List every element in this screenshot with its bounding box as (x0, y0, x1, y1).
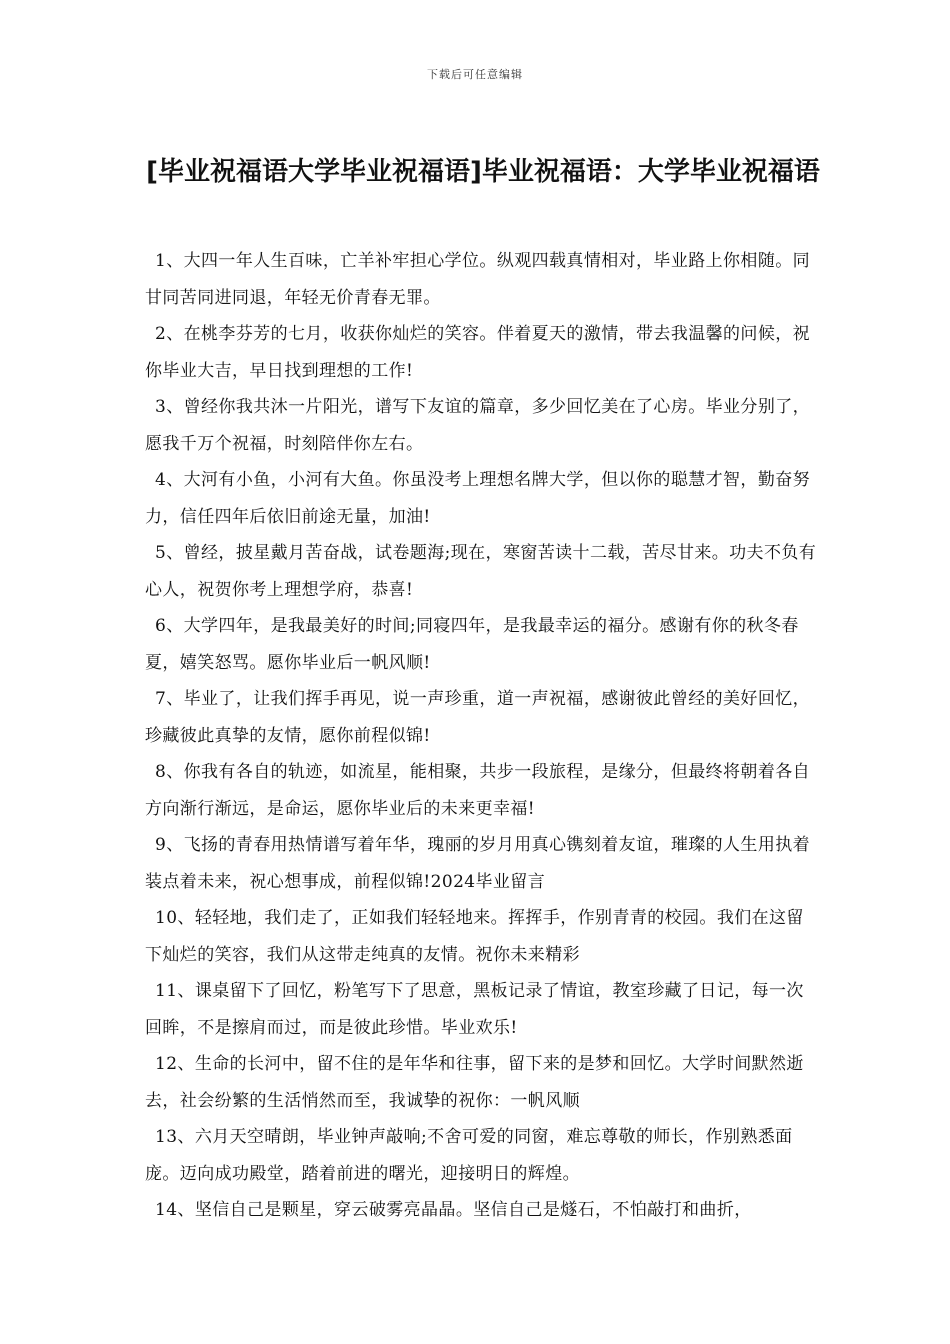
paragraph: 2、在桃李芬芳的七月，收获你灿烂的笑容。伴着夏天的激情，带去我温馨的问候，祝你毕业大吉，早日找到理想的工作! (145, 324, 811, 381)
paragraph: 14、坚信自己是颗星，穿云破雾亮晶晶。坚信自己是燧石，不怕敲打和曲折， (155, 1200, 752, 1220)
paragraph: 11、课桌留下了回忆，粉笔写下了思意，黑板记录了情谊，教室珍藏了日记，每一次回眸，不是擦肩而过，而是彼此珍惜。毕业欢乐! (145, 981, 804, 1038)
paragraph: 4、大河有小鱼，小河有大鱼。你虽没考上理想名牌大学，但以你的聪慧才智，勤奋努力，信任四年后依旧前途无量，加油! (145, 470, 811, 527)
paragraph: 6、大学四年，是我最美好的时间;同寝四年，是我最幸运的福分。感谢有你的秋冬春夏，嬉笑怒骂。愿你毕业后一帆风顺! (145, 616, 799, 673)
paragraph: 10、轻轻地，我们走了，正如我们轻轻地来。挥挥手，作别青青的校园。我们在这留下灿烂的笑容，我们从这带走纯真的友情。祝你未来精彩 (145, 908, 804, 965)
document-title: [毕业祝福语大学毕业祝福语]毕业祝福语：大学毕业祝福语 (146, 157, 820, 187)
paragraph: 7、毕业了，让我们挥手再见，说一声珍重，道一声祝福，感谢彼此曾经的美好回忆，珍藏彼此真挚的友情，愿你前程似锦! (145, 689, 811, 746)
document-body (145, 243, 817, 1229)
paragraph: 8、你我有各自的轨迹，如流星，能相聚，共步一段旅程，是缘分，但最终将朝着各自方向渐行渐远，是命运，愿你毕业后的未来更幸福! (145, 762, 811, 819)
paragraph: 13、六月天空晴朗，毕业钟声敲响;不舍可爱的同窗，难忘尊敬的师长，作别熟悉面庞。迈向成功殿堂，踏着前进的曙光，迎接明日的辉煌。 (145, 1127, 793, 1184)
paragraph: 9、飞扬的青春用热情谱写着年华，瑰丽的岁月用真心镌刻着友谊，璀璨的人生用执着装点着未来，祝心想事成，前程似锦!2024毕业留言 (145, 835, 811, 892)
paragraph: 12、生命的长河中，留不住的是年华和往事，留下来的是梦和回忆。大学时间默然逝去，社会纷繁的生活悄然而至，我诚挚的祝你：一帆风顺 (145, 1054, 804, 1111)
paragraph: 1、大四一年人生百味，亡羊补牢担心学位。纵观四载真情相对，毕业路上你相随。同甘同苦同进同退，年轻无价青春无罪。 (145, 251, 811, 308)
header-note: 下载后可任意编辑 (427, 68, 523, 81)
paragraph: 5、曾经，披星戴月苦奋战，试卷题海;现在，寒窗苦读十二载，苦尽甘来。功夫不负有心人，祝贺你考上理想学府，恭喜! (145, 543, 817, 600)
paragraph: 3、曾经你我共沐一片阳光，谱写下友谊的篇章，多少回忆美在了心房。毕业分别了，愿我千万个祝福，时刻陪伴你左右。 (145, 397, 811, 454)
